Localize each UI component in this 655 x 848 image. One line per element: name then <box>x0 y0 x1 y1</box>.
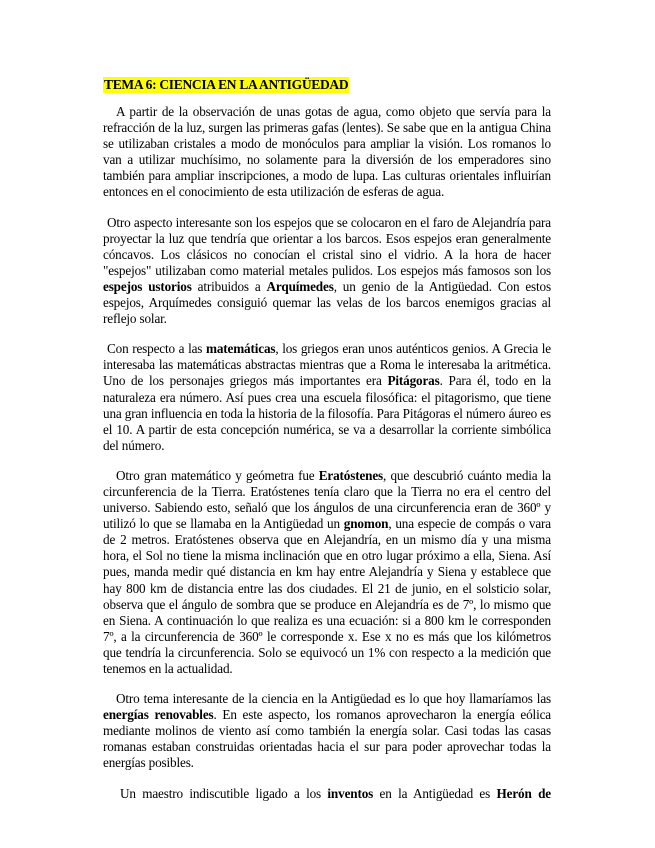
bold-term: Arquímedes <box>266 278 334 294</box>
text-run: , una especie de compás o vara de 2 metros. Eratóstenes observa que en Alejandría, en un mismo día y una misma hora, el Sol no tiene la misma inclinación que en otro lugar próximo a ella, Siena. Así pues, manda medir qué distancia en km hay entre Alejandría y Siena y establece que hay 800 km de distancia entre las dos ciudades. El 21 de junio, en el solsticio solar, observa que el ángulo de sombra que se produce en Alejandría es de 7º, lo mismo que en Siena. A continuación lo que realiza es una ecuación: si a 800 km le corresponden 7º, a la circunferencia de 360º le corresponde x. Ese x no es más que los kilómetros que tendría la circunferencia. Solo se equivocó un 1% con respecto a la medición que tenemos en la actualidad. <box>103 516 551 676</box>
paragraph-espejos <box>103 215 551 328</box>
text-run: Otro gran matemático y geómetra fue <box>116 467 319 483</box>
text-run: Con respecto a las <box>107 341 206 357</box>
bold-term: espejos ustorios <box>103 278 192 294</box>
bold-term: Herón de <box>496 785 551 801</box>
text-run: , que descubrió cuánto media la circunferencia de la Tierra. Eratóstenes tenía claro que la Tierra no era el centro del universo. Sabiendo esto, señaló que los ángulos de una circunferencia eran de 360º y utilizó lo que se llamaba en la Antigüedad un <box>103 467 551 532</box>
paragraph-energias <box>103 691 551 771</box>
bold-term: gnomon <box>343 516 389 532</box>
bold-term: inventos <box>327 785 374 801</box>
text-run: , los griegos eran unos auténticos genios. A Grecia le interesaba las matemáticas abstractas mientras que a Roma le interesaba la aritmética. Uno de los personajes griegos más importantes era <box>103 341 551 389</box>
text-run: Otro tema interesante de la ciencia en la Antigüedad es lo que hoy llamaríamos las <box>116 691 551 707</box>
paragraph-inventos <box>103 786 551 802</box>
paragraph-lentes <box>103 104 551 201</box>
text-run: , un genio de la Antigüedad. Con estos espejos, Arquímedes consiguió quemar las velas de los barcos enemigos gracias al reflejo solar. <box>103 278 551 327</box>
bold-term: energías renovables <box>103 707 214 723</box>
bold-term: Pitágoras <box>387 373 440 389</box>
text-run: Otro aspecto interesante son los espejos que se colocaron en el faro de Alejandría para proyectar la luz que tendría que orientar a los barcos. Esos espejos eran generalmente cóncavos. Los clásicos no conocían el cristal sino el vidrio. A la hora de hacer "espejos" utilizaban como material metales pulidos. Los espejos más famosos son los <box>103 214 551 278</box>
paragraph-eratostenes <box>103 468 551 677</box>
text-run: . Para él, todo en la naturaleza era número. Así pues crea una escuela filosófica: el pitagorismo, que tiene una gran influencia en toda la historia de la filosofía. Para Pitágoras el número áureo es el 10. A partir de esta concepción numérica, se va a desarrollar la corriente simbólica del número. <box>103 373 551 453</box>
bold-term: matemáticas <box>205 341 276 357</box>
text-run: en la Antigüedad es <box>373 785 497 801</box>
text-run: Un maestro indiscutible ligado a los <box>120 785 328 801</box>
text-run: atribuidos a <box>191 278 267 294</box>
bold-term: Eratóstenes <box>318 467 384 483</box>
paragraph-matematicas <box>103 341 551 454</box>
text-run: A partir de la observación de unas gotas de agua, como objeto que servía para la refracción de la luz, surgen las primeras gafas (lentes). Se sabe que en la antigua China se utilizaban cristales a modo de monóculos para ampliar la visión. Los romanos lo van a utilizar muchísimo, no solamente para la diversión de los emperadores sino también para ampliar inscripciones, a modo de lupa. Las culturas orientales influirían entonces en el conocimiento de esta utilización de esferas de agua. <box>103 104 551 200</box>
text-run: . En este aspecto, los romanos aprovecharon la energía eólica mediante molinos de viento así como también la energía solar. Casi todas las casas romanas estaban construidas orientadas hacia el sur para poder aprovechar todas la energías posibles. <box>103 707 551 771</box>
document-title: TEMA 6: CIENCIA EN LA ANTIGÜEDAD <box>104 77 349 92</box>
